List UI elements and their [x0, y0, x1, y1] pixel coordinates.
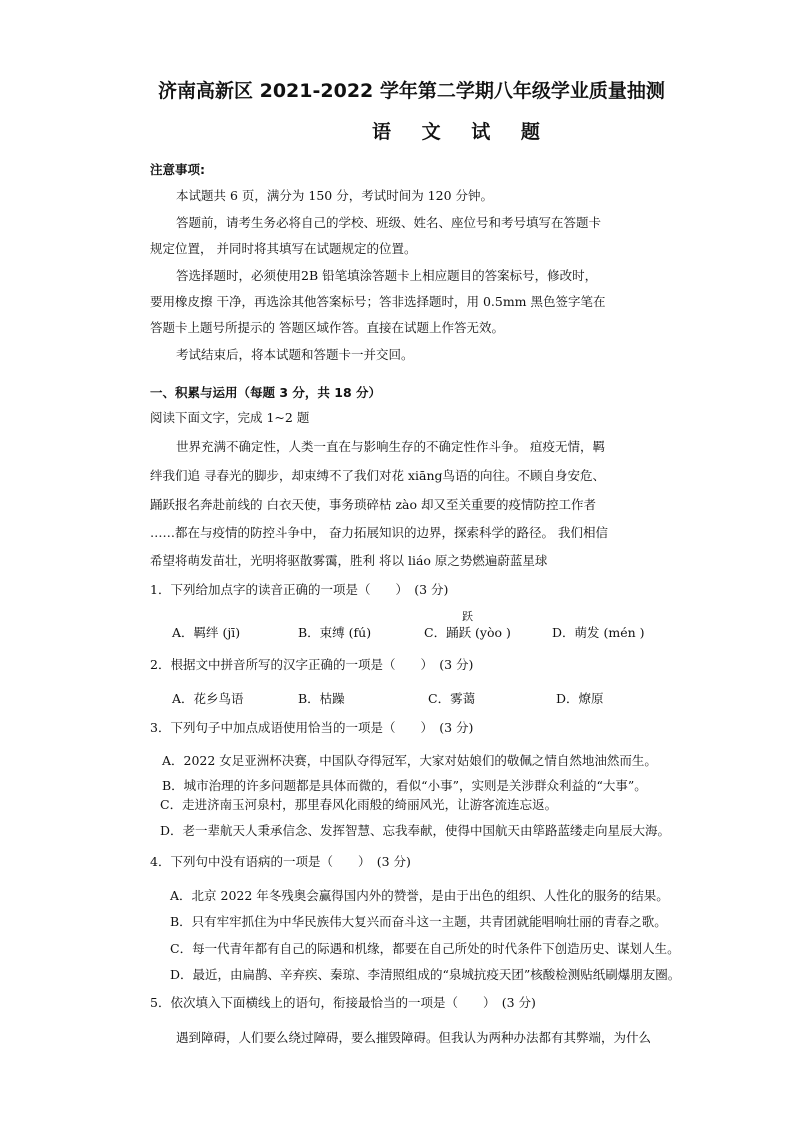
option-b: B．只有牢牢抓住为中华民族伟大复兴而奋斗这一主题，共青团就能唱响壮丽的青春之歌。	[170, 914, 667, 929]
notes-line: 答选择题时，必须使用2B 铅笔填涂答题卡上相应题目的答案标号，修改时，	[176, 268, 598, 283]
passage-line: ……都在与疫情的防控斗争中， 奋力拓展知识的边界，探索科学的路径。 我们相信	[150, 525, 608, 540]
option-d: D．萌发 (mén )	[552, 625, 645, 640]
passage-line: 世界充满不确定性，人类一直在与影响生存的不确定性作斗争。 疽疫无情，羁	[176, 439, 605, 454]
passage-line: 踊跃报名奔赴前线的 白衣天使，事务琐碎枯 zào 却又至关重要的疫情防控工作者	[150, 497, 596, 512]
question-stem: 5．依次填入下面横线上的语句，衔接最恰当的一项是（ ） (3 分)	[150, 995, 536, 1010]
question-stem: 2．根据文中拼音所写的汉字正确的一项是（ ） (3 分)	[150, 657, 474, 672]
question-stem: 3．下列句子中加点成语使用恰当的一项是（ ） (3 分)	[150, 720, 474, 735]
notes-line: 规定位置， 并同时将其填写在试题规定的位置。	[150, 241, 417, 256]
option-b: B．束缚 (fú)	[298, 625, 372, 640]
notes-line: 要用橡皮擦 干净，再选涂其他答案标号；答非选择题时，用 0.5mm 黑色签字笔在	[150, 294, 606, 309]
passage-line: 希望将萌发苗壮，光明将驱散雾霭，胜利 将以 liáo 原之势燃遍蔚蓝星球	[150, 553, 548, 568]
option-b: B．城市治理的许多问题都是具体而微的，看似“小事”，实则是关涉群众利益的“大事”。	[162, 778, 647, 793]
question-stem: 1．下列给加点字的读音正确的一项是（ ） (3 分)	[150, 582, 449, 597]
option-c: C．走进济南玉河泉村，那里春风化雨般的绮丽风光，让游客流连忘返。	[160, 797, 558, 812]
exam-subtitle: 语 文 试 题	[372, 121, 552, 143]
section-instruction: 阅读下面文字，完成 1~2 题	[150, 410, 310, 425]
option-b: B．枯躁	[298, 691, 345, 706]
option-d: D．最近，由扁鹊、辛弃疾、秦琼、李清照组成的“泉城抗疫天团”核酸检测贴纸刷爆朋友圈。	[170, 967, 681, 982]
notes-line: 本试题共 6 页，满分为 150 分，考试时间为 120 分钟。	[176, 188, 494, 203]
option-a: A．北京 2022 年冬残奥会赢得国内外的赞誉，是由于出色的组织、人性化的服务的结果。	[170, 888, 669, 903]
option-a: A．羁绊 (jī)	[172, 625, 241, 640]
notes-line: 答题前，请考生务必将自己的学校、班级、姓名、座位号和考号填写在答题卡	[176, 215, 602, 230]
option-c: C．踊跃 (yòo )	[424, 625, 511, 640]
ruby-char: 跃	[462, 610, 473, 623]
option-c: C．每一代青年都有自己的际遇和机缘，都要在自己所处的时代条件下创造历史、谋划人生。	[170, 941, 680, 956]
notes-heading: 注意事项:	[150, 162, 205, 177]
question-stem: 4．下列句中没有语病的一项是（ ） (3 分)	[150, 854, 411, 869]
notes-line: 答题卡上题号所提示的 答题区域作答。直接在试题上作答无效。	[150, 320, 504, 335]
option-c: C．雾蔼	[428, 691, 476, 706]
section-heading: 一、积累与运用（每题 3 分，共 18 分）	[150, 385, 382, 400]
notes-line: 考试结束后，将本试题和答题卡一并交回。	[176, 347, 414, 362]
option-a: A．花乡鸟语	[172, 691, 244, 706]
passage-line: 绊我们追 寻春光的脚步，却束缚不了我们对花 xiāng鸟语的向往。不顾自身安危、	[150, 468, 606, 483]
q5-passage: 遇到障碍，人们要么绕过障碍，要么摧毁障碍。但我认为两种办法都有其弊端，为什么	[176, 1030, 652, 1045]
option-d: D．老一辈航天人秉承信念、发挥智慧、忘我奉献，使得中国航天由筚路蓝缕走向星辰大海。	[160, 823, 671, 838]
exam-title: 济南高新区 2021-2022 学年第二学期八年级学业质量抽测	[158, 80, 665, 102]
option-d: D．燎原	[556, 691, 604, 706]
option-a: A．2022 女足亚洲杯决赛，中国队夺得冠军，大家对姑娘们的敬佩之情自然地油然而生。	[162, 753, 657, 768]
